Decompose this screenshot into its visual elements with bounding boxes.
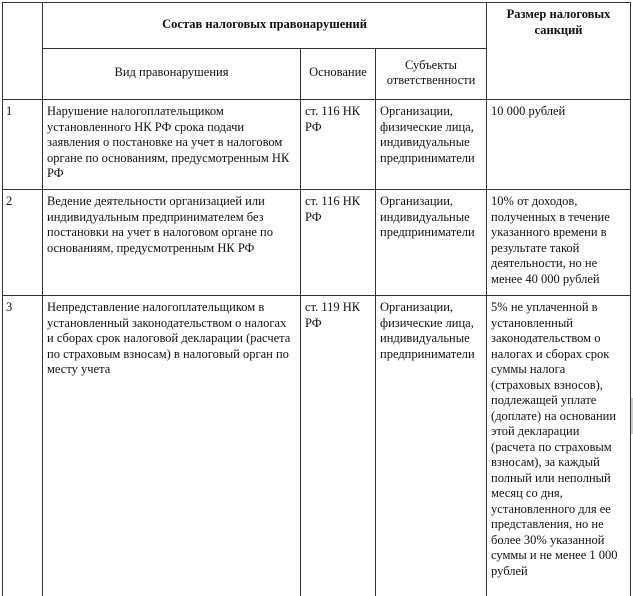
row-sanction: 5% не уплаченной в установленный законодательством о налогах и сборах срок суммы налога (страховых взносов), подлежащей уплате (доплате) на основании этой декларации (расчета по страховым взносам), за каждый полный или неполный месяц со дня, установленного для ее представления, но не более 30% указанной суммы и не менее 1 000 рублей	[487, 296, 631, 596]
row-sanction: 10% от доходов, полученных в течение указанного времени в результате такой деятельности, но не менее 40 000 рублей	[487, 190, 631, 296]
row-violation: Нарушение налогоплательщиком установленного НК РФ срока подачи заявления о постановке на учет в налоговом органе по основаниям, предусмотренным НК РФ	[43, 100, 301, 190]
row-sanction: 10 000 рублей	[487, 100, 631, 190]
row-subjects: Организации, индивидуальные предприниматели	[376, 190, 487, 296]
row-violation: Непредставление налогоплательщиком в установленный законодательством о налогах и сборах срок налоговой декларации (расчета по страховым взносам) в налоговый орган по месту учета	[43, 296, 301, 596]
row-number: 3	[3, 296, 43, 596]
header-row-1	[3, 3, 631, 49]
row-number: 2	[3, 190, 43, 296]
row-number: 1	[3, 100, 43, 190]
header-col-basis: Основание	[301, 49, 376, 100]
table-row	[3, 190, 631, 296]
table-row	[3, 100, 631, 190]
header-col-subjects: Субъекты ответственности	[376, 49, 487, 100]
table-row	[3, 296, 631, 596]
row-violation: Ведение деятельности организацией или индивидуальным предпринимателем без постановки на учет в налоговом органе по основаниям, предусмотренным НК РФ	[43, 190, 301, 296]
row-subjects: Организации, физические лица, индивидуальные предприниматели	[376, 100, 487, 190]
row-basis: ст. 119 НК РФ	[301, 296, 376, 596]
header-sanction-title: Размер налоговых санкций	[487, 3, 631, 100]
header-num-cell	[3, 3, 43, 100]
row-basis: ст. 116 НК РФ	[301, 190, 376, 296]
header-col-violation: Вид правонарушения	[43, 49, 301, 100]
header-group-title: Состав налоговых правонарушений	[43, 3, 487, 49]
tax-violations-table	[2, 2, 631, 596]
row-subjects: Организации, физические лица, индивидуальные предприниматели	[376, 296, 487, 596]
row-basis: ст. 116 НК РФ	[301, 100, 376, 190]
